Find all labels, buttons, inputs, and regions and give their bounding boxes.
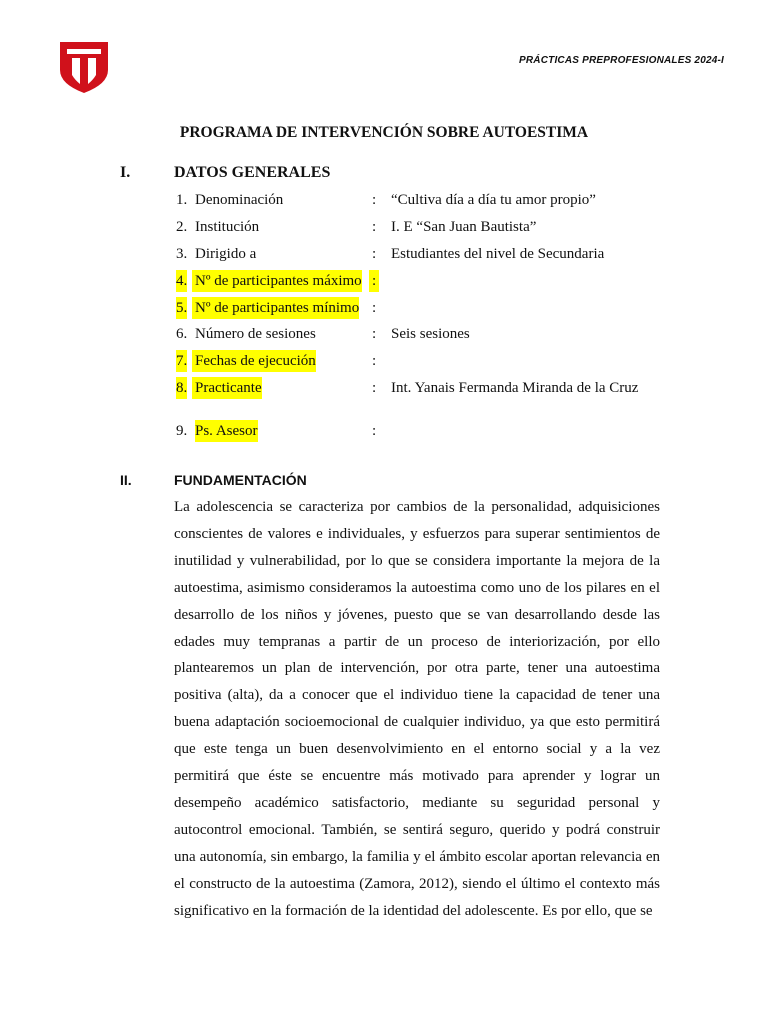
item-colon: : (372, 300, 377, 316)
item-label: Fechas de ejecución (192, 350, 316, 372)
item-colon: : (372, 192, 377, 208)
item-label: Número de sesiones (195, 326, 316, 342)
list-item (176, 216, 696, 238)
list-item (176, 297, 696, 319)
item-index: 3. (176, 246, 188, 262)
section-number: I. (120, 164, 131, 181)
section-title: FUNDAMENTACIÓN (174, 472, 307, 488)
body-paragraph: La adolescencia se caracteriza por cambios de la personalidad, adquisiciones conscientes de valores e individuales, y esfuerzos para superar sentimientos de inutilidad y vulnerabilidad, por lo que se considera importante la mejora de la autoestima, asimismo consideramos la autoestima como uno de los pilares en el desarrollo de los niños y jóvenes, puesto que se van desarrollando desde las edades muy tempranas a partir de un proceso de interiorización, por ello plantearemos un plan de intervención, por otra parte, tener una autoestima positiva (alta), da a conocer que el individuo tiene la capacidad de tener una buena adaptación socioemocional de cualquier individuo, ya que esto permitirá que este tenga un buen desenvolvimiento en el entorno social y a la vez permitirá que éste se encuentre más motivado para aprender y lograr un desempeño académico satisfactorio, mediante su seguridad personal y autocontrol emocional. También, se sentirá seguro, querido y podrá construir una autonomía, sin embargo, la familia y el ámbito escolar aportan relevancia en el constructo de la autoestima (Zamora, 2012), siendo el último el contexto más significativo en la formación de la identidad del adolescente. Es por ello, que se (174, 499, 660, 919)
item-index: 7. (176, 350, 187, 372)
item-colon: : (369, 270, 379, 292)
list-item (176, 377, 696, 399)
document-title: PROGRAMA DE INTERVENCIÓN SOBRE AUTOESTIMA (179, 124, 589, 141)
item-colon: : (372, 380, 377, 396)
item-label: Ps. Asesor (195, 420, 258, 442)
header-note: PRÁCTICAS PREPROFESIONALES 2024-I (519, 55, 724, 66)
item-label: Denominación (195, 192, 284, 208)
item-colon: : (372, 326, 377, 342)
item-label: Nº de participantes máximo (192, 270, 362, 292)
item-index: 6. (176, 326, 188, 342)
item-index: 2. (176, 219, 188, 235)
list-item (176, 350, 696, 372)
item-value: I. E “San Juan Bautista” (391, 219, 537, 235)
item-value: Estudiantes del nivel de Secundaria (391, 246, 605, 262)
item-label: Institución (195, 219, 260, 235)
item-value: Seis sesiones (391, 326, 470, 342)
item-index: 9. (176, 423, 188, 439)
item-value: “Cultiva día a día tu amor propio” (391, 192, 596, 208)
item-colon: : (372, 423, 377, 439)
list-item (176, 243, 696, 265)
item-index: 8. (176, 377, 187, 399)
item-index: 5. (176, 297, 187, 319)
item-label: Nº de participantes mínimo (192, 297, 359, 319)
section-title: DATOS GENERALES (174, 164, 331, 181)
list-item (176, 420, 696, 442)
item-colon: : (372, 219, 377, 235)
item-index: 1. (176, 192, 188, 208)
list-item (176, 270, 696, 292)
list-item (176, 189, 696, 211)
item-index: 4. (176, 270, 187, 292)
item-colon: : (372, 246, 377, 262)
item-label: Practicante (192, 377, 262, 399)
item-value: Int. Yanais Fermanda Miranda de la Cruz (391, 380, 639, 396)
item-label: Dirigido a (195, 246, 257, 262)
university-shield-logo (58, 40, 110, 94)
list-item (176, 323, 696, 345)
section-number: II. (120, 472, 132, 488)
item-colon: : (372, 353, 377, 369)
